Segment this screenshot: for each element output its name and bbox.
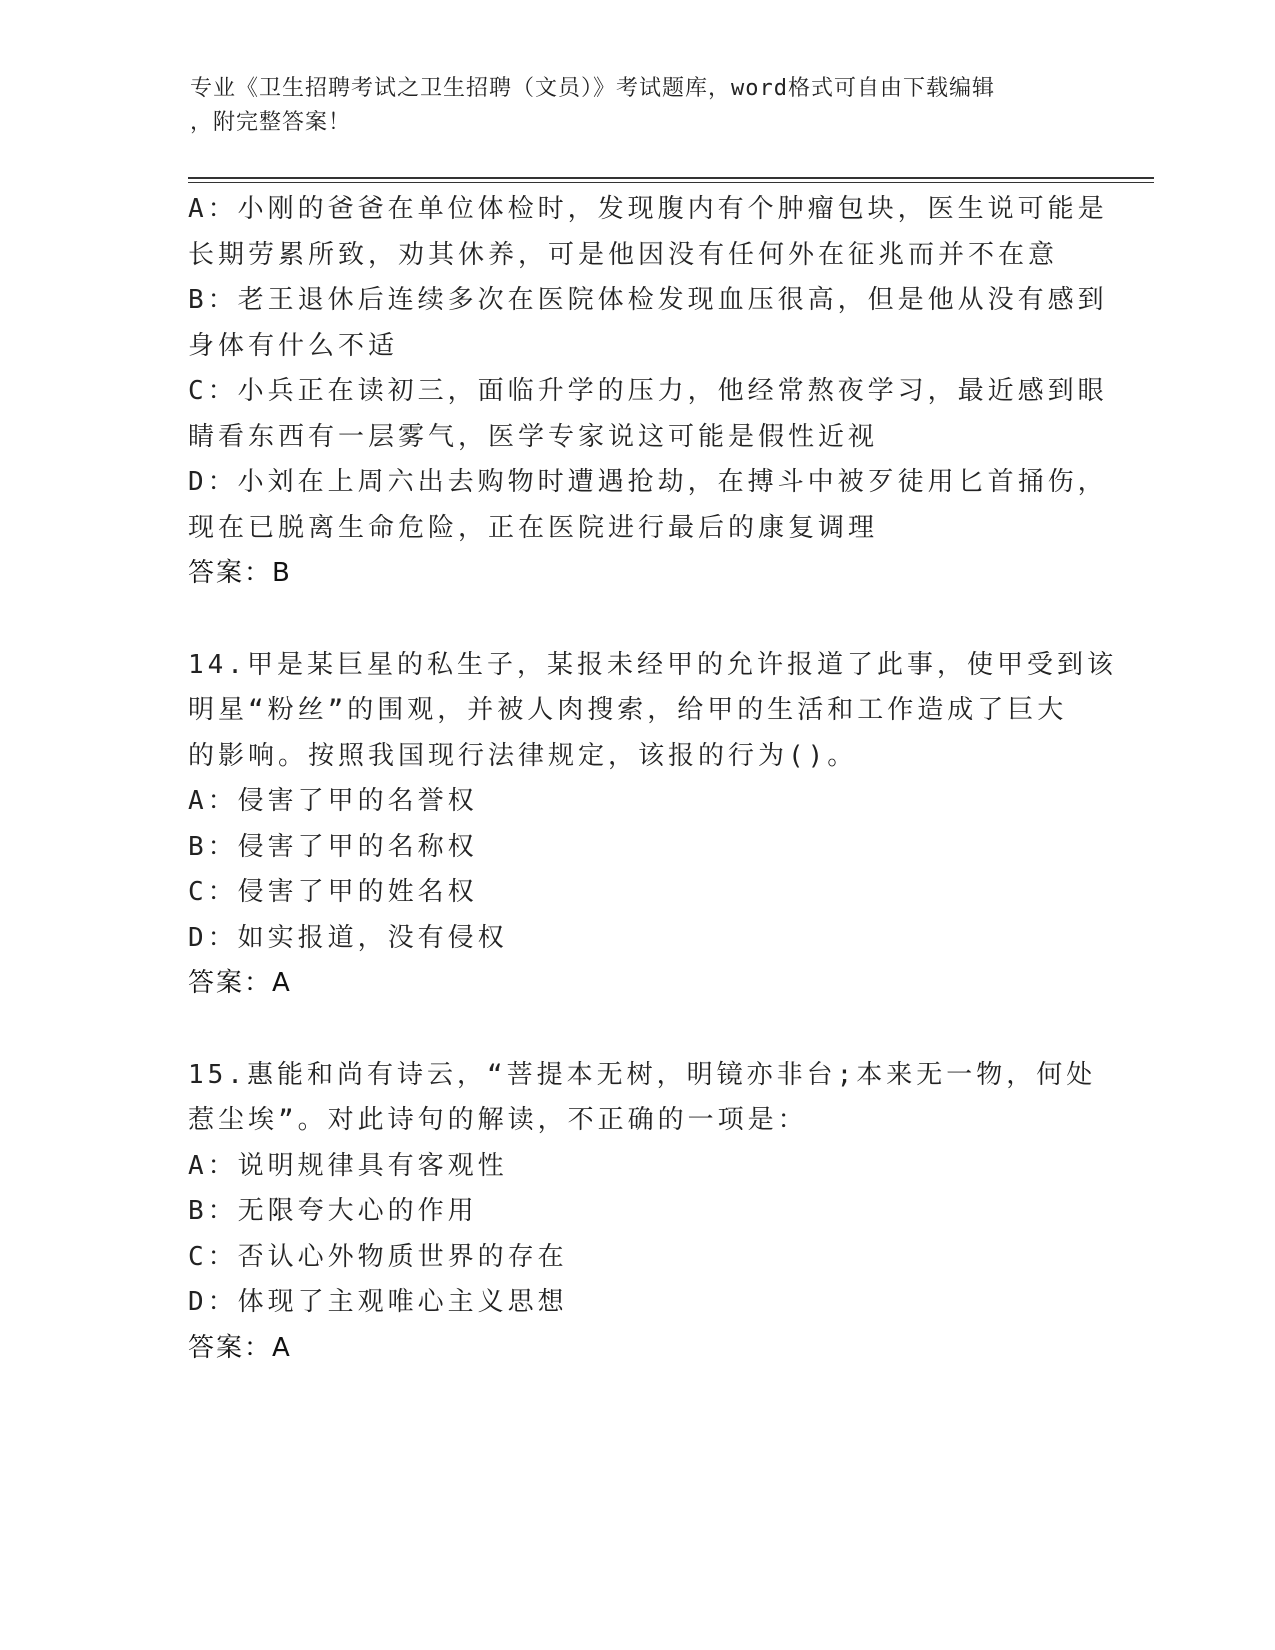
option-a-line-2: 长期劳累所致，劝其休养，可是他因没有任何外在征兆而并不在意: [188, 239, 1059, 270]
option-a: A：侵害了甲的名誉权: [188, 786, 478, 816]
option-b-line-1: B：老王退休后连续多次在医院体检发现血压很高，但是他从没有感到: [188, 285, 1108, 315]
question-14: [188, 643, 1117, 1007]
spacer: [188, 597, 1088, 643]
document-header: [190, 72, 1090, 140]
answer-label: 答案：A: [188, 968, 292, 998]
option-c-line-1: C：小兵正在读初三，面临升学的压力，他经常熬夜学习，最近感到眼: [188, 376, 1108, 406]
option-d: D：如实报道，没有侵权: [188, 922, 508, 953]
option-b: B：无限夸大心的作用: [188, 1196, 478, 1226]
header-title-line-1: 专业《卫生招聘考试之卫生招聘（文员）》考试题库，word格式可自由下载编辑: [190, 76, 995, 101]
answer-label: 答案：B: [188, 558, 292, 588]
option-c-line-2: 睛看东西有一层雾气，医学专家说这可能是假性近视: [188, 421, 879, 452]
option-a-line-1: A：小刚的爸爸在单位体检时，发现腹内有个肿瘤包块，医生说可能是: [188, 194, 1108, 224]
question-stem-line-2: 惹尘埃”。对此诗句的解读，不正确的一项是：: [188, 1105, 808, 1135]
question-list: [188, 187, 1117, 1371]
question-stem-line-1: 15.惠能和尚有诗云，“菩提本无树，明镜亦非台;本来无一物，何处: [188, 1059, 1097, 1090]
option-c: C：否认心外物质世界的存在: [188, 1241, 568, 1272]
option-d-line-2: 现在已脱离生命危险，正在医院进行最后的康复调理: [188, 512, 879, 543]
option-d: D：体现了主观唯心主义思想: [188, 1287, 568, 1317]
question-stem-line-1: 14.甲是某巨星的私生子，某报未经甲的允许报道了此事，使甲受到该: [188, 649, 1117, 680]
spacer: [188, 1007, 1088, 1053]
question-stem-line-2: 明星“粉丝”的围观，并被人肉搜索，给甲的生活和工作造成了巨大: [188, 695, 1068, 725]
option-b-line-2: 身体有什么不适: [188, 330, 399, 361]
option-d-line-1: D：小刘在上周六出去购物时遭遇抢劫，在搏斗中被歹徒用匕首捅伤，: [188, 467, 1108, 497]
option-b: B：侵害了甲的名称权: [188, 831, 478, 862]
header-divider-thick: [188, 177, 1154, 179]
header-divider-thin: [188, 182, 1154, 183]
answer-label: 答案：A: [188, 1332, 292, 1363]
question-15: [188, 1053, 1097, 1372]
option-a: A：说明规律具有客观性: [188, 1150, 508, 1181]
header-title-line-2: ，附完整答案！: [190, 110, 352, 135]
question-13: [188, 187, 1108, 597]
question-stem-line-3: 的影响。按照我国现行法律规定，该报的行为()。: [188, 740, 858, 771]
option-c: C：侵害了甲的姓名权: [188, 877, 478, 907]
